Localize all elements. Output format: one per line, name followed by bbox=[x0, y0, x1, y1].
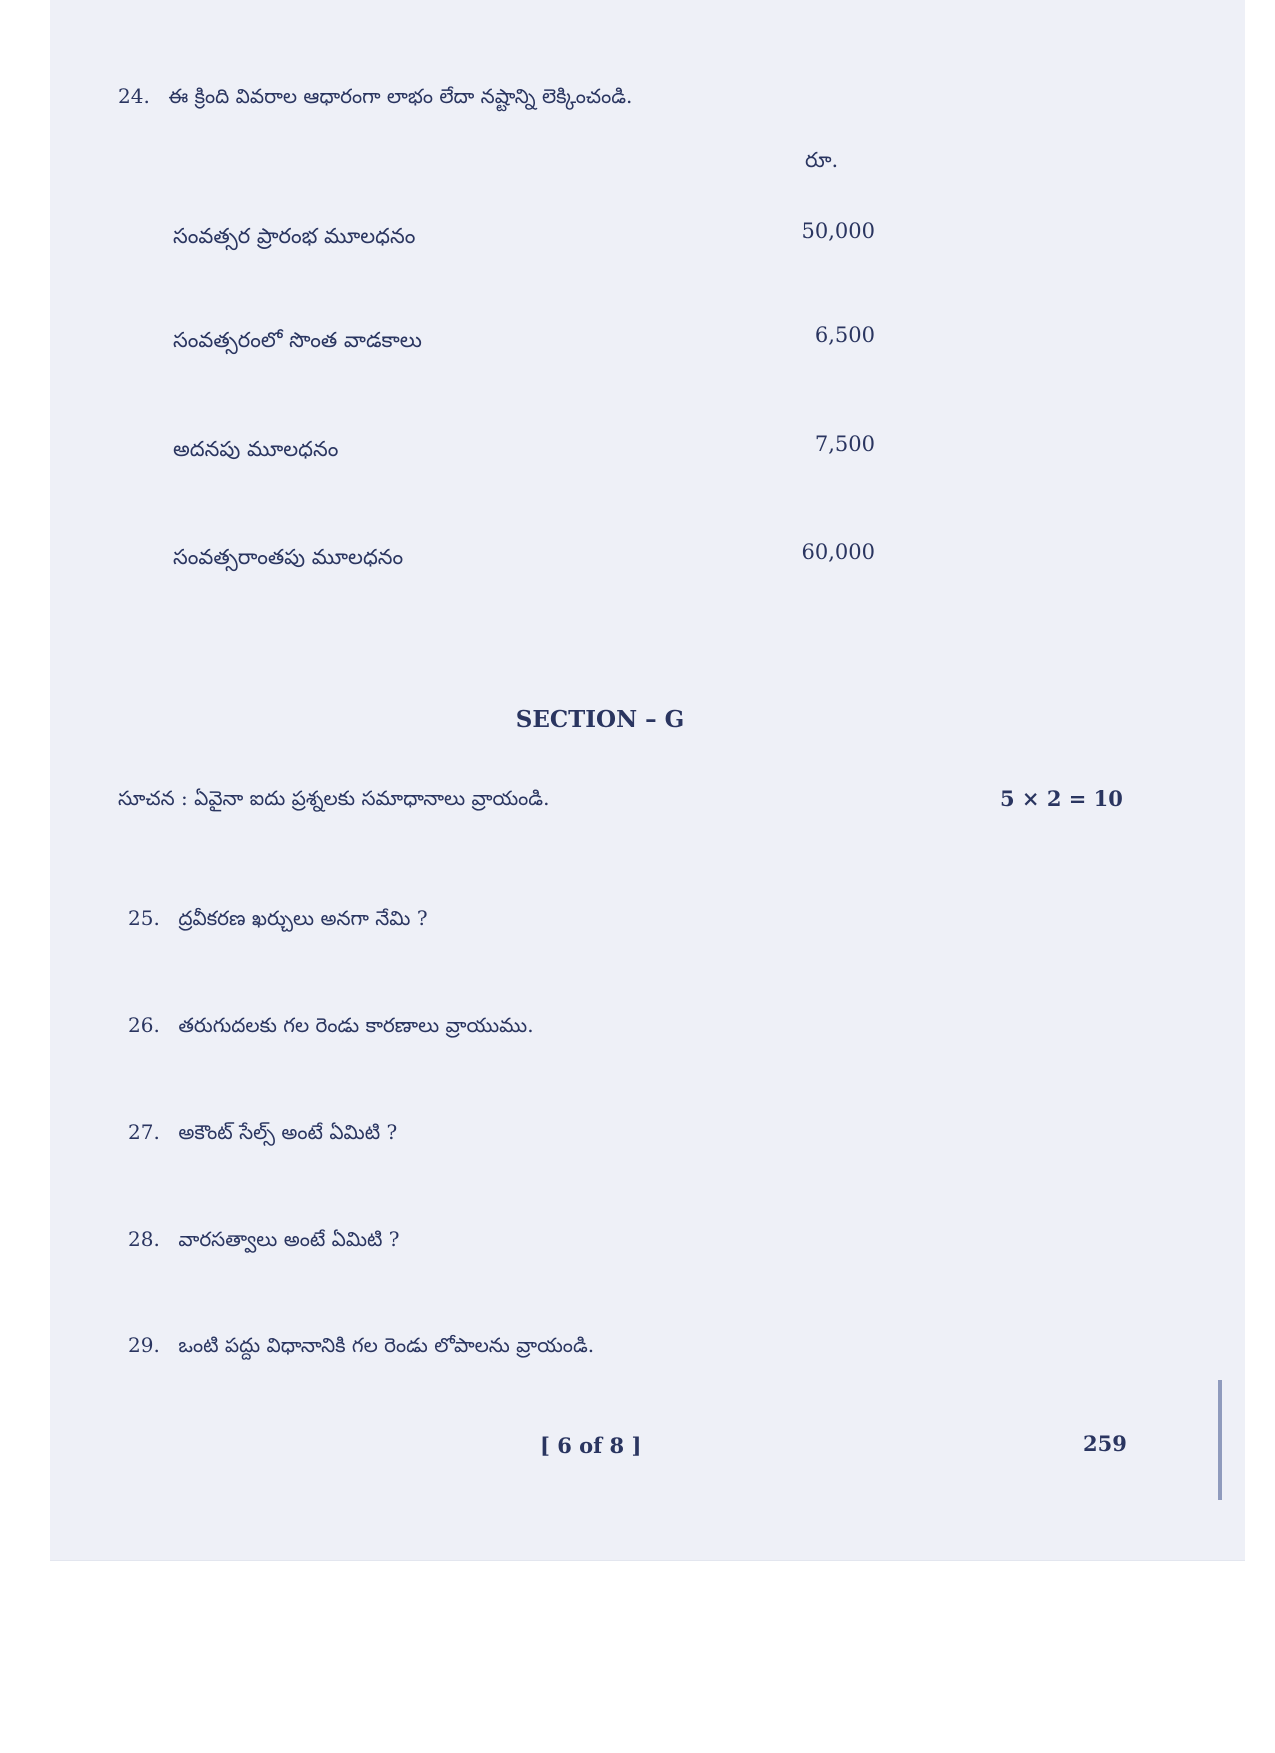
question-number: 29. bbox=[128, 1333, 160, 1357]
question-text: వారసత్వాలు అంటే ఏమిటి ? bbox=[178, 1227, 400, 1251]
row-label-opening-capital: సంవత్సర ప్రారంభ మూలధనం bbox=[173, 224, 416, 248]
row-amount-closing-capital: 60,000 bbox=[801, 540, 875, 564]
question-number: 24. bbox=[118, 84, 150, 108]
paper-edge-mark bbox=[1218, 1380, 1222, 1500]
question-text: ఈ క్రింది వివరాల ఆధారంగా లాభం లేదా నష్టాన్ని లెక్కించండి. bbox=[168, 84, 633, 108]
question-28 bbox=[128, 1227, 400, 1256]
section-marks: 5 × 2 = 10 bbox=[1000, 786, 1123, 811]
row-amount-opening-capital: 50,000 bbox=[801, 219, 875, 243]
question-29 bbox=[128, 1333, 594, 1362]
question-number: 26. bbox=[128, 1013, 160, 1037]
question-number: 28. bbox=[128, 1227, 160, 1251]
paper-code: 259 bbox=[1083, 1431, 1127, 1456]
question-27 bbox=[128, 1120, 397, 1149]
row-label-closing-capital: సంవత్సరాంతపు మూలధనం bbox=[173, 545, 404, 569]
question-24 bbox=[118, 84, 632, 113]
question-text: ద్రవీకరణ ఖర్చులు అనగా నేమి ? bbox=[178, 906, 428, 930]
row-label-additional-capital: అదనపు మూలధనం bbox=[173, 437, 339, 461]
row-label-drawings: సంవత్సరంలో సొంత వాడకాలు bbox=[173, 328, 422, 352]
currency-header: రూ. bbox=[805, 148, 839, 172]
question-text: తరుగుదలకు గల రెండు కారణాలు వ్రాయుము. bbox=[178, 1013, 534, 1037]
row-amount-drawings: 6,500 bbox=[814, 323, 875, 347]
section-title: SECTION – G bbox=[515, 706, 685, 733]
question-26 bbox=[128, 1013, 534, 1042]
question-25 bbox=[128, 906, 428, 935]
question-number: 25. bbox=[128, 906, 160, 930]
page-indicator: [ 6 of 8 ] bbox=[540, 1433, 642, 1458]
question-number: 27. bbox=[128, 1120, 160, 1144]
row-amount-additional-capital: 7,500 bbox=[814, 432, 875, 456]
question-text: అకౌంట్ సేల్స్ అంటే ఏమిటి ? bbox=[178, 1120, 398, 1144]
question-text: ఒంటి పద్దు విధానానికి గల రెండు లోపాలను వ్రాయండి. bbox=[178, 1333, 595, 1357]
section-instruction: సూచన : ఏవైనా ఐదు ప్రశ్నలకు సమాధానాలు వ్రాయండి. bbox=[118, 786, 550, 810]
